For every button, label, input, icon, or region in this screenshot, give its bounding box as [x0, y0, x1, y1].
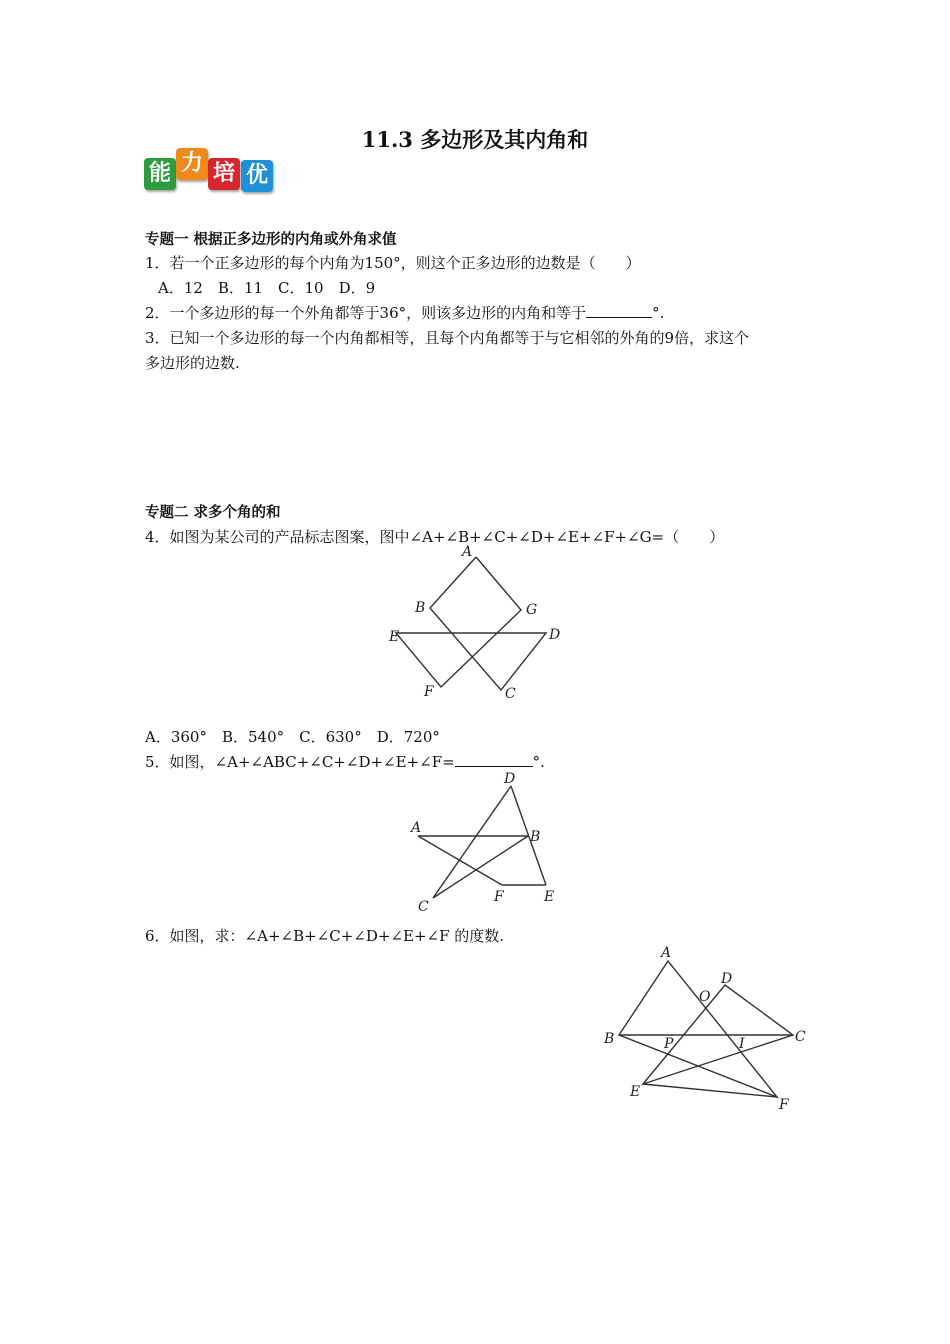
fig6-triangle-abf	[619, 961, 777, 1097]
question-5-text: 5．如图，∠A+∠ABC+∠C+∠D+∠E+∠F=	[145, 753, 455, 771]
section-1-heading: 专题一 根据正多边形的内角或外角求值	[145, 232, 397, 248]
question-2-text: 2．一个多边形的每一个外角都等于36°，则该多边形的内角和等于	[145, 304, 587, 322]
question-4-options: A．360° B．540° C．630° D．720°	[145, 728, 440, 746]
fig6-label-o: O	[699, 989, 711, 1005]
question-2-unit: °.	[652, 304, 665, 322]
logo-tile-3: 培	[208, 158, 240, 190]
fig5-label-b: B	[530, 829, 541, 845]
question-5-unit: °.	[532, 753, 545, 771]
question-1: 1．若一个正多边形的每个内角为150°，则这个正多边形的边数是（ ）	[145, 254, 641, 272]
logo-tile-1: 能	[144, 158, 176, 190]
fig4-label-a: A	[462, 544, 473, 560]
fig4-label-c: C	[505, 686, 516, 702]
fig5-label-e: E	[544, 889, 555, 905]
fig6-label-p: P	[664, 1036, 674, 1052]
fig5-label-d: D	[504, 771, 516, 787]
fig5-label-c: C	[418, 899, 429, 915]
fig6-label-c: C	[795, 1029, 806, 1045]
question-3-line-1: 3．已知一个多边形的每一个内角都相等，且每个内角都等于与它相邻的外角的9倍，求这个	[145, 329, 750, 347]
fig5-label-f: F	[494, 889, 504, 905]
question-4: 4．如图为某公司的产品标志图案，图中∠A+∠B+∠C+∠D+∠E+∠F+∠G=（ ）	[145, 528, 725, 546]
fig6-label-f: F	[779, 1097, 789, 1113]
fig6-label-a: A	[661, 945, 672, 961]
fig5-label-a: A	[411, 820, 422, 836]
fig6-label-e: E	[630, 1084, 641, 1100]
fig6-segment-ef	[643, 1084, 777, 1097]
fig4-label-d: D	[549, 627, 561, 643]
question-6: 6．如图，求：∠A+∠B+∠C+∠D+∠E+∠F 的度数.	[145, 927, 505, 945]
fig6-label-b: B	[604, 1031, 615, 1047]
fig4-label-e: E	[389, 629, 400, 645]
page-title: 11.3 多边形及其内角和	[361, 127, 589, 152]
fig6-label-i: I	[739, 1036, 745, 1052]
question-3-line-2: 多边形的边数.	[145, 354, 240, 372]
fig4-label-g: G	[526, 602, 538, 618]
logo-tile-4: 优	[241, 160, 273, 192]
fig6-label-d: D	[721, 971, 733, 987]
fig4-label-b: B	[415, 600, 426, 616]
question-1-options: A．12 B．11 C．10 D．9	[158, 279, 376, 297]
section-2-heading: 专题二 求多个角的和	[145, 505, 281, 521]
fig4-label-f: F	[424, 684, 434, 700]
logo-tile-2: 力	[176, 148, 208, 180]
